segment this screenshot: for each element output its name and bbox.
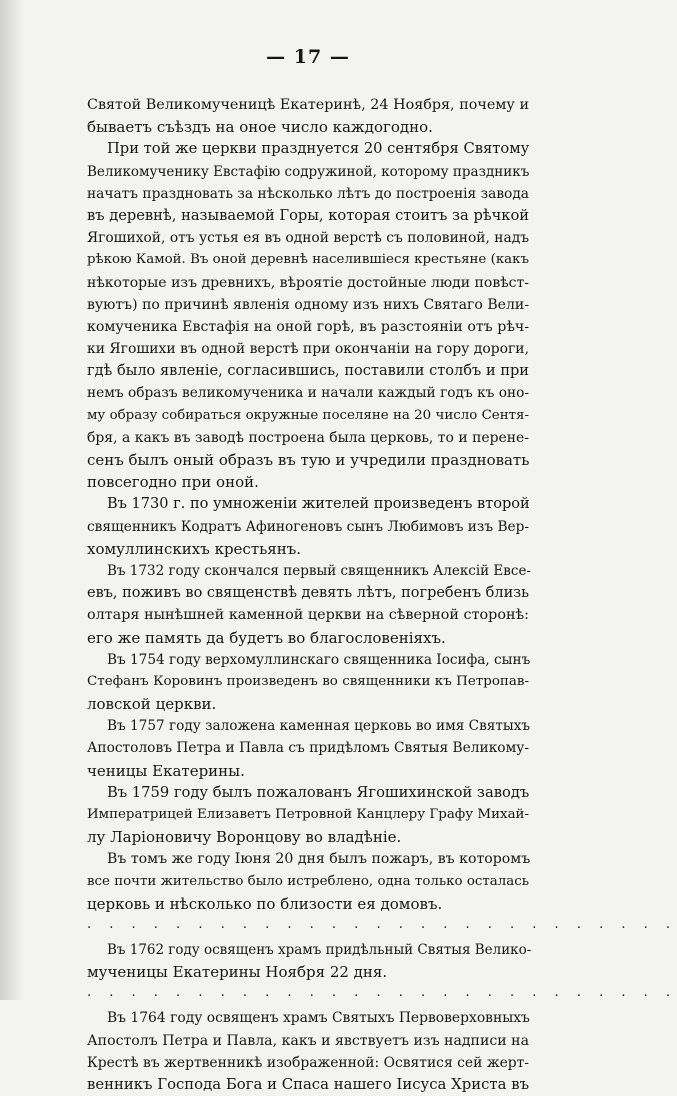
- text-line: ки Ягошихи въ одной верстѣ при окончаніи на гору дороги,: [87, 341, 529, 358]
- text-line: Апостоловъ Петра и Павла съ придѣломъ Святыя Великому-: [87, 740, 529, 757]
- text-line: ченицы Екатерины.: [87, 761, 245, 780]
- text-line: Въ 1759 году былъ пожалованъ Ягошихинской заводъ: [107, 783, 530, 801]
- text-line: немъ образъ великомученика и начали каждый годъ къ оно-: [87, 385, 529, 402]
- text-line: все почти жительство было истреблено, одна только осталась: [87, 873, 529, 889]
- text-line: нѣкоторые изъ древнихъ, вѣроятіе достойные люди повѣст-: [87, 274, 529, 291]
- omission-dots: . . . . . . . . . . . . . . . . . . . . . . . . . . .: [87, 985, 677, 1001]
- text-line: сенъ былъ оный образъ въ тую и учредили праздновать: [87, 451, 530, 469]
- omission-dots: . . . . . . . . . . . . . . . . . . . . . . . . . . .: [87, 916, 677, 932]
- text-line: бря, а какъ въ заводѣ построена была церковь, то и перене-: [87, 429, 529, 446]
- text-line: Ягошихой, отъ устья ея въ одной верстѣ съ половиной, надъ: [87, 230, 529, 247]
- text-line: Въ 1732 году скончался первый священникъ Алексій Евсе-: [107, 562, 531, 579]
- text-line: Въ 1764 году освященъ храмъ Святыхъ Первоверховныхъ: [107, 1010, 530, 1027]
- text-line: олтаря нынѣшней каменной церкви на сѣверной сторонѣ:: [87, 607, 529, 624]
- paragraph-6: [87, 715, 529, 782]
- text-line: бываетъ съѣздъ на оное число каждогодно.: [87, 118, 433, 137]
- text-line: Въ 1762 году освященъ храмъ придѣльный Святыя Велико-: [107, 941, 532, 958]
- paragraph-7: [87, 782, 529, 849]
- text-line: Въ 1754 году верхомуллинскаго священника Іосифа, сынъ: [107, 651, 531, 668]
- text-line: его же память да будетъ во благословеніяхъ.: [87, 628, 446, 647]
- text-line: начатъ праздновать за нѣсколько лѣтъ до построенія завода: [87, 185, 529, 202]
- text-line: лу Ларіоновичу Воронцову во владѣніе.: [87, 828, 402, 847]
- text-line: Въ 1730 г. по умноженіи жителей произведенъ второй: [107, 496, 530, 513]
- text-line: рѣкою Камой. Въ оной деревнѣ населившіеся крестьяне (какъ: [87, 252, 529, 268]
- text-line: му образу собираться окружные поселяне на 20 число Сентя-: [87, 407, 529, 423]
- text-line: Императрицей Елизаветъ Петровной Канцлеру Графу Михай-: [87, 807, 529, 822]
- text-line: Въ томъ же году Іюня 20 дня былъ пожаръ, въ которомъ: [107, 851, 531, 868]
- text-line: гдѣ было явленіе, согласившись, поставили столбъ и при: [87, 363, 529, 380]
- paragraph-5: [87, 649, 529, 716]
- paragraph-3: [87, 493, 529, 560]
- text-line: ловской церкви.: [87, 695, 217, 714]
- text-line: священникъ Кодратъ Афиногеновъ сынъ Любимовъ изъ Вер-: [87, 518, 529, 535]
- text-line: Святой Великомученицѣ Екатеринѣ, 24 Ноября, почему и: [87, 97, 529, 113]
- text-line: повсегодно при оной.: [87, 473, 259, 492]
- text-line: Въ 1757 году заложена каменная церковь во имя Святыхъ: [107, 718, 531, 735]
- paragraph-4: [87, 560, 529, 649]
- page-number: — 17 —: [266, 46, 350, 68]
- text-line: Крестѣ въ жертвенникѣ изображенной: Освятися сей жерт-: [87, 1054, 529, 1071]
- text-line: хомуллинскихъ крестьянъ.: [87, 539, 302, 558]
- text-line: комученика Евстафія на оной горѣ, въ разстояніи отъ рѣч-: [87, 318, 529, 335]
- text-line: евъ, поживъ во священствѣ девять лѣтъ, погребенъ близь: [87, 585, 529, 602]
- text-line: венникъ Господа Бога и Спаса нашего Іисуса Христа въ: [87, 1075, 529, 1093]
- text-line: въ деревнѣ, называемой Горы, которая стоитъ за рѣчкой: [87, 206, 529, 224]
- paragraph-2: [87, 138, 529, 493]
- paragraph-10: [87, 1007, 529, 1096]
- text-line: мученицы Екатерины Ноября 22 дня.: [87, 963, 388, 982]
- paragraph-8: [87, 848, 529, 915]
- text-line: Апостолъ Петра и Павла, какъ и явствуетъ изъ надписи на: [87, 1032, 529, 1049]
- paragraph-9: [87, 939, 532, 983]
- paragraph-1: [87, 94, 529, 138]
- text-line: церковь и нѣсколько по близости ея домовъ.: [87, 894, 443, 913]
- text-line: При той же церкви празднуется 20 сентября Святому: [107, 140, 530, 158]
- text-line: вуютъ) по причинѣ явленія одному изъ нихъ Святаго Вели-: [87, 296, 529, 313]
- text-line: Стефанъ Коровинъ произведенъ во священники къ Петропав-: [87, 673, 529, 689]
- text-line: Великомученику Евстафію содружиной, которому праздникъ: [87, 163, 530, 180]
